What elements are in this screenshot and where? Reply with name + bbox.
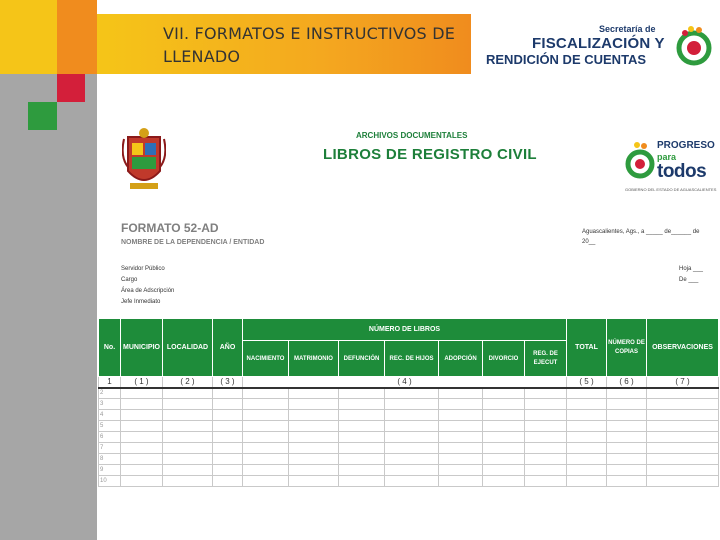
sfrc-logo-icon — [674, 24, 714, 68]
header-numero-copias: NÚMERO DE COPIAS — [607, 319, 647, 377]
row-number: 3 — [99, 399, 121, 410]
table-cell — [339, 388, 385, 399]
de-label: De ___ — [679, 277, 699, 283]
table-cell — [647, 476, 719, 487]
green-square — [28, 102, 57, 130]
table-cell — [483, 388, 525, 399]
table-cell — [339, 399, 385, 410]
table-row — [99, 432, 719, 443]
table-cell — [385, 410, 439, 421]
table-cell — [213, 476, 243, 487]
formato-code: FORMATO 52-AD — [121, 221, 219, 235]
progreso-logo — [625, 135, 717, 197]
table-cell — [289, 465, 339, 476]
table-cell — [121, 454, 163, 465]
table-cell — [243, 399, 289, 410]
table-cell — [163, 443, 213, 454]
table-cell — [289, 443, 339, 454]
table-cell — [163, 465, 213, 476]
code-1: ( 1 ) — [121, 377, 163, 388]
table-cell — [439, 454, 483, 465]
table-cell — [483, 454, 525, 465]
table-cell — [385, 443, 439, 454]
document-subtitle: ARCHIVOS DOCUMENTALES — [356, 131, 468, 140]
place-date-line2: 20__ — [582, 239, 596, 245]
table-cell — [647, 421, 719, 432]
table-row — [99, 476, 719, 487]
hoja-label: Hoja ___ — [679, 266, 704, 272]
table-cell — [339, 421, 385, 432]
table-cell — [607, 454, 647, 465]
progreso-logo-footer: GOBIERNO DEL ESTADO DE AGUASCALIENTES — [625, 187, 717, 192]
table-cell — [213, 388, 243, 399]
orange-block — [57, 0, 97, 74]
table-cell — [525, 410, 567, 421]
table-cell — [385, 421, 439, 432]
table-cell — [121, 432, 163, 443]
row-number: 8 — [99, 454, 121, 465]
table-cell — [647, 454, 719, 465]
table-cell — [121, 399, 163, 410]
table-cell — [385, 432, 439, 443]
table-cell — [243, 388, 289, 399]
progreso-logo-line1: PROGRESO — [657, 140, 715, 151]
table-cell — [483, 443, 525, 454]
header-localidad: LOCALIDAD — [163, 319, 213, 377]
table-cell — [439, 388, 483, 399]
progreso-logo-line2: para — [657, 152, 677, 162]
table-cell — [607, 443, 647, 454]
document-title: LIBROS DE REGISTRO CIVIL — [323, 146, 537, 163]
table-cell — [213, 443, 243, 454]
slide-title: VII. FORMATOS E INSTRUCTIVOS DE LLENADO — [163, 24, 456, 66]
table-cell — [647, 465, 719, 476]
table-code-row — [99, 377, 719, 388]
table-cell — [243, 432, 289, 443]
table-cell — [567, 410, 607, 421]
subheader-divorcio: DIVORCIO — [483, 341, 525, 377]
table-cell — [567, 421, 607, 432]
table-cell — [607, 410, 647, 421]
table-cell — [567, 454, 607, 465]
table-cell — [567, 476, 607, 487]
table-cell — [163, 476, 213, 487]
table-cell — [607, 399, 647, 410]
table-cell — [439, 421, 483, 432]
place-date-line1: Aguascalientes, Ags., a _____ de______ de — [582, 229, 700, 235]
table-cell — [607, 465, 647, 476]
row-number: 5 — [99, 421, 121, 432]
table-row — [99, 399, 719, 410]
table-cell — [483, 476, 525, 487]
table-cell — [243, 465, 289, 476]
jefe-label: Jefe Inmediato — [121, 299, 161, 305]
table-cell — [439, 443, 483, 454]
table-cell — [121, 388, 163, 399]
table-header-row — [99, 319, 719, 341]
table-cell — [339, 432, 385, 443]
table-cell — [525, 421, 567, 432]
progreso-logo-line3: todos — [657, 161, 707, 182]
table-cell — [483, 432, 525, 443]
header-numero-libros: NÚMERO DE LIBROS — [243, 319, 567, 341]
header-municipio: MUNICIPIO — [121, 319, 163, 377]
row-number: 2 — [99, 388, 121, 399]
table-cell — [163, 432, 213, 443]
row-number: 9 — [99, 465, 121, 476]
table-cell — [243, 454, 289, 465]
table-cell — [385, 399, 439, 410]
table-cell — [339, 476, 385, 487]
table-cell — [567, 432, 607, 443]
table-cell — [339, 454, 385, 465]
sfrc-logo-small-text: Secretaría de — [599, 24, 656, 34]
table-row — [99, 465, 719, 476]
table-cell — [647, 443, 719, 454]
table-cell — [647, 432, 719, 443]
table-cell — [213, 399, 243, 410]
table-cell — [567, 388, 607, 399]
table-cell — [339, 443, 385, 454]
table-cell — [243, 443, 289, 454]
table-cell — [121, 443, 163, 454]
table-cell — [213, 454, 243, 465]
area-label: Área de Adscripción — [121, 288, 175, 294]
subheader-nacimiento: NACIMIENTO — [243, 341, 289, 377]
table-row — [99, 421, 719, 432]
table-cell — [525, 399, 567, 410]
code-5: ( 5 ) — [567, 377, 607, 388]
table-cell — [289, 454, 339, 465]
table-row — [99, 410, 719, 421]
table-cell — [525, 476, 567, 487]
table-cell — [525, 465, 567, 476]
table-cell — [483, 410, 525, 421]
table-cell — [647, 399, 719, 410]
table-cell — [567, 465, 607, 476]
table-cell — [439, 476, 483, 487]
table-cell — [121, 476, 163, 487]
table-cell — [289, 476, 339, 487]
table-cell — [163, 421, 213, 432]
table-cell — [243, 421, 289, 432]
place-date-line — [582, 227, 716, 247]
table-cell — [525, 432, 567, 443]
table-cell — [289, 399, 339, 410]
table-cell — [163, 388, 213, 399]
table-cell — [243, 410, 289, 421]
table-cell — [213, 432, 243, 443]
row-number: 6 — [99, 432, 121, 443]
row-number: 7 — [99, 443, 121, 454]
table-cell — [483, 399, 525, 410]
subheader-adopcion: ADOPCIÓN — [439, 341, 483, 377]
table-cell — [385, 465, 439, 476]
header-anio: AÑO — [213, 319, 243, 377]
subheader-defuncion: DEFUNCIÓN — [339, 341, 385, 377]
table-cell — [647, 388, 719, 399]
code-4: ( 4 ) — [243, 377, 567, 388]
header-observaciones: OBSERVACIONES — [647, 319, 719, 377]
table-cell — [163, 399, 213, 410]
yellow-block — [0, 0, 57, 74]
signer-info — [121, 264, 174, 308]
table-cell — [289, 410, 339, 421]
table-cell — [163, 410, 213, 421]
table-cell — [339, 410, 385, 421]
code-3: ( 3 ) — [213, 377, 243, 388]
table-cell — [607, 388, 647, 399]
registry-table — [98, 318, 719, 487]
table-cell — [439, 399, 483, 410]
code-7: ( 7 ) — [647, 377, 719, 388]
row-number: 1 — [99, 377, 121, 388]
table-cell — [567, 399, 607, 410]
table-cell — [607, 421, 647, 432]
table-cell — [483, 421, 525, 432]
table-cell — [439, 465, 483, 476]
table-cell — [439, 432, 483, 443]
row-number: 4 — [99, 410, 121, 421]
table-cell — [385, 388, 439, 399]
table-cell — [289, 388, 339, 399]
subheader-rec-hijos: REC. DE HIJOS — [385, 341, 439, 377]
table-row — [99, 443, 719, 454]
dependency-name-label: NOMBRE DE LA DEPENDENCIA / ENTIDAD — [121, 239, 265, 246]
table-cell — [607, 432, 647, 443]
page-counter — [679, 264, 703, 286]
table-cell — [525, 388, 567, 399]
table-cell — [213, 410, 243, 421]
cargo-label: Cargo — [121, 277, 138, 283]
table-cell — [567, 443, 607, 454]
table-cell — [163, 454, 213, 465]
row-number: 10 — [99, 476, 121, 487]
table-cell — [439, 410, 483, 421]
sfrc-logo — [486, 22, 716, 70]
sfrc-logo-line2: RENDICIÓN DE CUENTAS — [486, 52, 647, 67]
table-cell — [385, 454, 439, 465]
table-cell — [213, 421, 243, 432]
header-no: No. — [99, 319, 121, 377]
table-cell — [339, 465, 385, 476]
table-body — [99, 388, 719, 487]
state-crest-icon — [122, 127, 166, 193]
table-cell — [385, 476, 439, 487]
table-cell — [525, 443, 567, 454]
table-cell — [647, 410, 719, 421]
subheader-reg-ejecut: REG. DE EJECUT — [525, 341, 567, 377]
table-cell — [525, 454, 567, 465]
code-2: ( 2 ) — [163, 377, 213, 388]
table-cell — [289, 421, 339, 432]
table-cell — [121, 410, 163, 421]
servidor-label: Servidor Público — [121, 266, 165, 272]
header-total: TOTAL — [567, 319, 607, 377]
table-cell — [121, 421, 163, 432]
progreso-logo-icon — [625, 137, 655, 183]
table-cell — [483, 465, 525, 476]
subheader-matrimonio: MATRIMONIO — [289, 341, 339, 377]
table-row — [99, 388, 719, 399]
table-cell — [121, 465, 163, 476]
table-cell — [289, 432, 339, 443]
sfrc-logo-line1: FISCALIZACIÓN Y — [532, 35, 665, 52]
table-cell — [213, 465, 243, 476]
code-6: ( 6 ) — [607, 377, 647, 388]
red-square — [57, 74, 85, 102]
table-row — [99, 454, 719, 465]
table-cell — [607, 476, 647, 487]
table-cell — [243, 476, 289, 487]
